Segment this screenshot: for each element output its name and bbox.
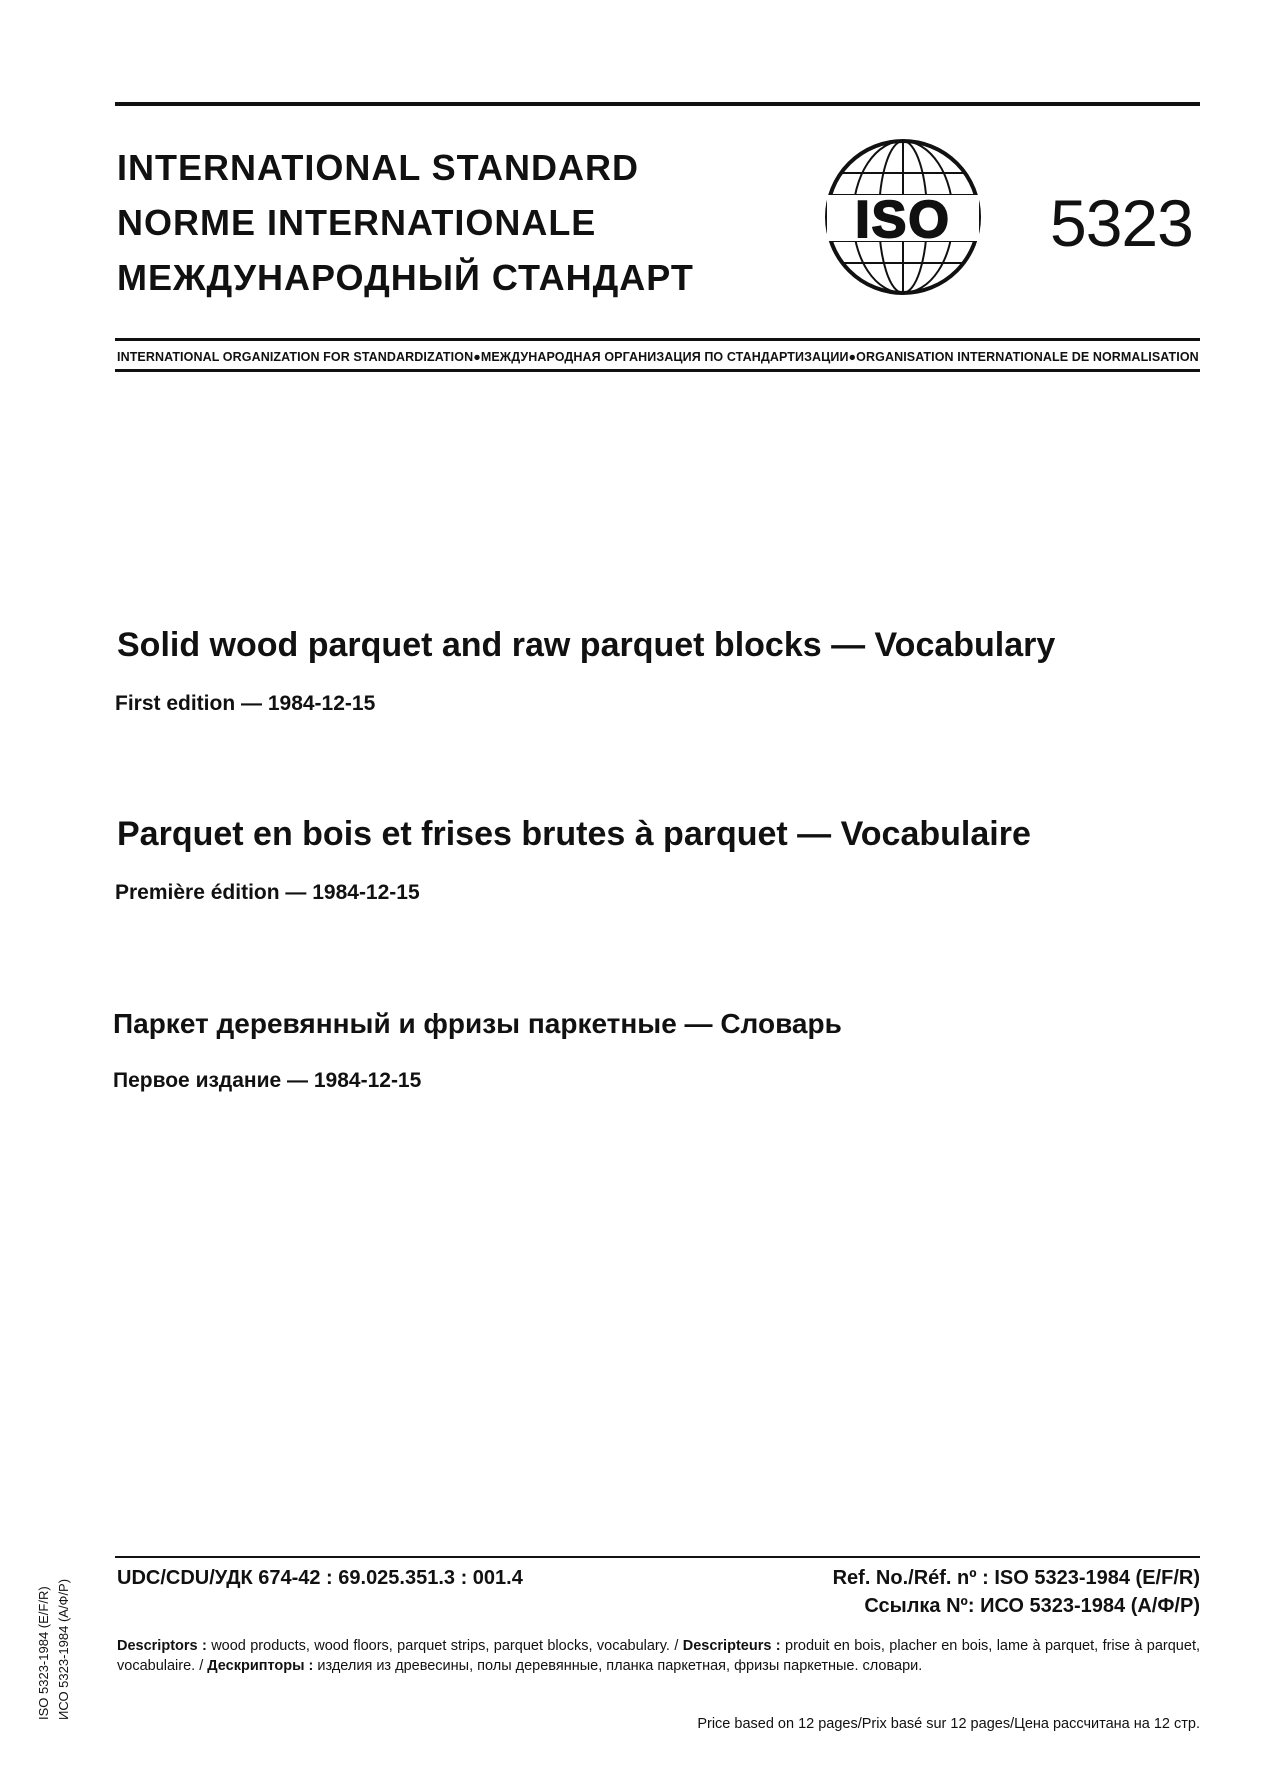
descriptors-label-ru: Дескрипторы : xyxy=(207,1658,314,1674)
descriptors xyxy=(117,1636,1200,1676)
header-line-ru: МЕЖДУНАРОДНЫЙ СТАНДАРТ xyxy=(117,257,694,298)
title-ru: Паркет деревянный и фризы паркетные — Словарь xyxy=(113,1008,842,1039)
descriptors-ru: изделия из древесины, полы деревянные, планка паркетная, фризы паркетные. словари. xyxy=(313,1658,923,1674)
edition-fr: Première édition — 1984-12-15 xyxy=(115,881,420,904)
edition-en: First edition — 1984-12-15 xyxy=(115,692,376,715)
org-rule-top xyxy=(115,338,1200,341)
iso-logo xyxy=(823,137,983,297)
reference-number: Ref. No./Réf. nº : ISO 5323-1984 (E/F/R) xyxy=(832,1567,1200,1589)
footer-rule xyxy=(115,1556,1200,1558)
iso-globe-icon xyxy=(823,137,983,297)
side-code-iso: ISO 5323-1984 (E/F/R) xyxy=(36,1586,51,1720)
udc-code: UDC/CDU/УДК 674-42 : 69.025.351.3 : 001.4 xyxy=(117,1567,523,1589)
descriptors-fr: produit en bois, placher en bois, lame à parquet, frise à parquet, vocabulaire. / xyxy=(117,1638,1200,1674)
iso-logo-text: ISO xyxy=(855,191,951,249)
header-line-fr: NORME INTERNATIONALE xyxy=(117,202,597,243)
descriptors-label-fr: Descripteurs : xyxy=(682,1638,781,1654)
standard-number: 5323 xyxy=(1050,186,1193,260)
header-line-en: INTERNATIONAL STANDARD xyxy=(117,147,639,188)
descriptors-en: wood products, wood floors, parquet strips, parquet blocks, vocabulary. / xyxy=(206,1638,683,1654)
top-rule xyxy=(115,102,1200,106)
descriptors-label-en: Descriptors : xyxy=(117,1638,207,1654)
organization-line: INTERNATIONAL ORGANIZATION FOR STANDARDIZATION●МЕЖДУНАРОДНАЯ ОРГАНИЗАЦИЯ ПО СТАНДАРТИЗАЦИИ●ORGANISATION INTERNATIONALE DE NORMALISATION xyxy=(117,350,1199,364)
edition-ru: Первое издание — 1984-12-15 xyxy=(113,1069,422,1092)
price-note: Price based on 12 pages/Prix basé sur 12 pages/Цена рассчитана на 12 стр. xyxy=(697,1716,1200,1732)
title-en: Solid wood parquet and raw parquet blocks — Vocabulary xyxy=(117,626,1056,664)
side-code-ru: ИСО 5323-1984 (А/Ф/Р) xyxy=(56,1578,71,1720)
title-fr: Parquet en bois et frises brutes à parquet — Vocabulaire xyxy=(117,815,1031,853)
reference-number-ru: Ссылка Nº: ИСО 5323-1984 (А/Ф/Р) xyxy=(864,1595,1200,1617)
org-rule-bottom xyxy=(115,369,1200,372)
